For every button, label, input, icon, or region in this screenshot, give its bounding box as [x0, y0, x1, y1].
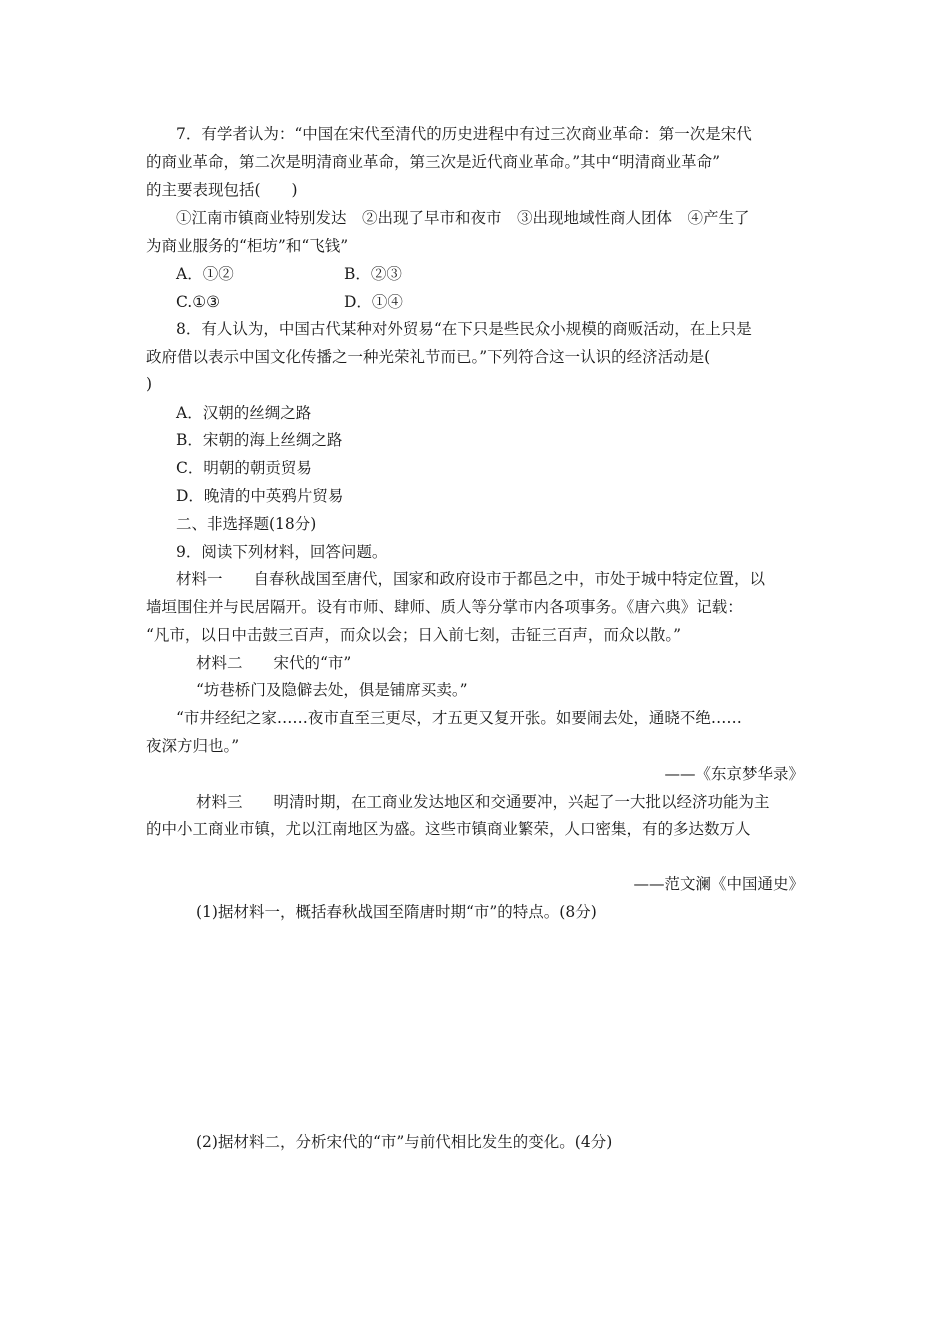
material2-quote1: “坊巷桥门及隐僻去处，俱是铺席买卖。”: [196, 681, 468, 699]
q8-option-c: C．明朝的朝贡贸易: [176, 459, 312, 477]
material2-quote2-line2: 夜深方归也。”: [146, 737, 240, 755]
q7-stem-line1: 7．有学者认为：“中国在宋代至清代的历史进程中有过三次商业革命：第一次是宋代: [176, 125, 752, 143]
q9-subquestion-2: (2)据材料二，分析宋代的“市”与前代相比发生的变化。(4分): [196, 1133, 613, 1151]
q7-items-line2: 为商业服务的“柜坊”和“飞钱”: [146, 237, 349, 255]
q8-option-d: D．晚清的中英鸦片贸易: [176, 487, 344, 505]
material3-line2: 的中小工商业市镇，尤以江南地区为盛。这些市镇商业繁荣，人口密集，有的多达数万人: [146, 820, 751, 838]
material1-line3: “凡市，以日中击鼓三百声，而众以会；日入前七刻，击钲三百声，而众以散。”: [146, 626, 682, 644]
q8-stem-line1: 8．有人认为，中国古代某种对外贸易“在下只是些民众小规模的商贩活动，在上只是: [176, 320, 752, 338]
q9-intro: 9．阅读下列材料，回答问题。: [176, 543, 388, 561]
q7-option-a: A．①②: [176, 265, 234, 283]
q7-items-line1: ①江南市镇商业特别发达 ②出现了早市和夜市 ③出现地域性商人团体 ④产生了: [176, 209, 750, 227]
material2-title: 材料二 宋代的“市”: [196, 654, 352, 672]
material3-source: ——范文澜《中国通史》: [633, 875, 804, 893]
q7-option-c: C.①③: [176, 293, 221, 311]
q8-stem-line2: 政府借以表示中国文化传播之一种光荣礼节而已。”下列符合这一认识的经济活动是(: [146, 348, 711, 366]
material1-line2: 墙垣围住并与民居隔开。设有市师、肆师、质人等分掌市内各项事务。《唐六典》记载：: [146, 598, 743, 616]
q7-stem-line3: 的主要表现包括( ): [146, 181, 298, 199]
material3-line1: 材料三 明清时期，在工商业发达地区和交通要冲，兴起了一大批以经济功能为主: [196, 793, 770, 811]
q7-option-d: D．①④: [344, 293, 403, 311]
material2-quote2-line1: “市井经纪之家……夜市直至三更尽，才五更又复开张。如要闹去处，通晓不绝……: [176, 709, 742, 727]
section-heading: 二、非选择题(18分): [176, 515, 317, 533]
material1-line1: 材料一 自春秋战国至唐代，国家和政府设市于都邑之中，市处于城中特定位置，以: [176, 570, 766, 588]
q8-option-a: A．汉朝的丝绸之路: [176, 404, 312, 422]
q9-subquestion-1: (1)据材料一，概括春秋战国至隋唐时期“市”的特点。(8分): [196, 903, 597, 921]
material2-source: ——《东京梦华录》: [664, 765, 804, 783]
q8-option-b: B．宋朝的海上丝绸之路: [176, 431, 343, 449]
q7-stem-line2: 的商业革命，第二次是明清商业革命，第三次是近代商业革命。”其中“明清商业革命”: [146, 153, 721, 171]
q8-stem-line3: ): [146, 375, 153, 393]
q7-option-b: B．②③: [344, 265, 402, 283]
